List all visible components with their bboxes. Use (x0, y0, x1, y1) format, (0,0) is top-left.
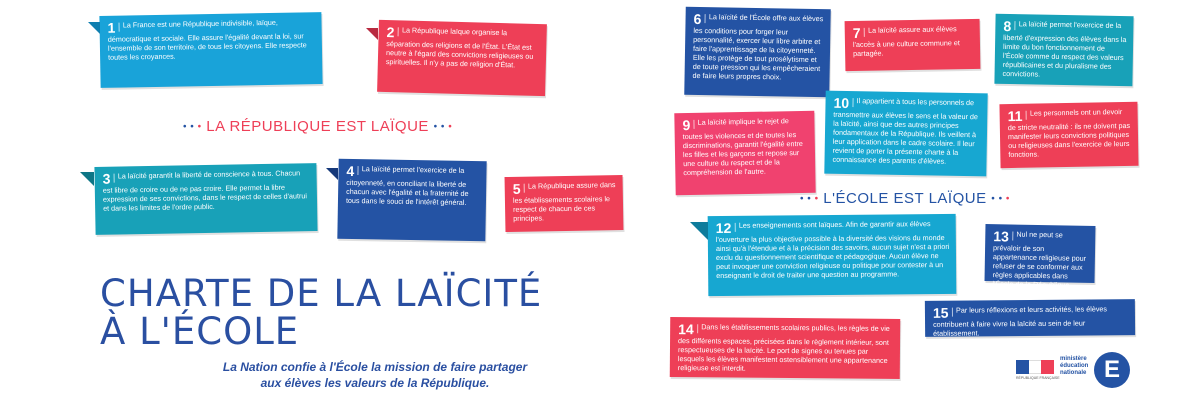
article-text: La laïcité garantit la liberté de conscience à tous. Chacun est libre de croire ou de ne pas croire. Elle permet la libre expression de ses convictions, dans le respect de celles d'autrui et dans les limites de l'ordre public. (102, 168, 307, 213)
article-number: 3 (102, 170, 111, 187)
banner-dots-right: • • • (991, 193, 1010, 205)
page-subtitle-line-1: La Nation confie à l'École la mission de faire partager (222, 360, 528, 374)
charter-article-7 (845, 19, 981, 71)
article-number: 12 (715, 219, 732, 237)
article-number: 13 (993, 228, 1010, 245)
page-title-line-1: CHARTE DE LA LAÏCITÉ (100, 272, 543, 315)
banner-dots-left: • • • (183, 121, 202, 133)
charter-article-3 (94, 163, 317, 235)
article-number: 4 (346, 162, 355, 179)
banner-republique-text: LA RÉPUBLIQUE EST LAÏQUE (206, 118, 429, 135)
article-text: Il appartient à tous les personnels de transmettre aux élèves le sens et la valeur de la laïcité, ainsi que des autres principes fondamentaux de la République. Ils veillent à leur application dans le cadre scolaire. Il leur revient de porter la présente charte à la connaissance des parents d'élèves. (832, 96, 979, 166)
republique-francaise-logo (1016, 360, 1060, 386)
banner-dots-left: • • • (800, 193, 819, 205)
article-text: La laïcité implique le rejet de toutes les violences et de toutes les discriminations, garantit l'égalité entre les filles et les garçons et repose sur une culture du respect et de la compréhension de l'autre. (682, 116, 803, 178)
republique-francaise-caption: RÉPUBLIQUE FRANÇAISE (1016, 376, 1060, 380)
charter-article-5 (505, 175, 624, 232)
article-text: La laïcité permet l'exercice de la liberté d'expression des élèves dans la limite du bon fonctionnement de l'École comme du respect des valeurs républicaines et du pluralisme des convictions. (1002, 19, 1127, 79)
french-flag-icon (1016, 360, 1054, 374)
article-number: 9 (682, 116, 691, 134)
charter-article-13 (985, 224, 1096, 290)
charter-article-2 (377, 20, 547, 96)
article-text: Dans les établissements scolaires publics, les règles de vie des différents espaces, précisées dans le règlement intérieur, sont respectueuses de la laïcité. Le port de signes ou tenues par lesquels les élèves manifestent ostensiblement une appartenance religieuse est interdit. (677, 322, 890, 373)
banner-dots-right: • • • (433, 121, 453, 133)
banner-ecole (800, 190, 1010, 207)
article-number: 1 (107, 19, 116, 36)
article-text: La laïcité de l'École offre aux élèves les conditions pour forger leur personnalité, exercer leur libre arbitre et faire l'apprentissage de la citoyenneté. Elle les protège de tout prosélytisme et de toute pression qui les empêcheraient de faire leurs propres choix. (692, 12, 824, 82)
charter-article-9 (674, 111, 815, 195)
article-number: 15 (932, 304, 949, 321)
charter-article-12 (708, 214, 957, 296)
article-text: La laïcité permet l'exercice de la citoyenneté, en conciliant la liberté de chacun avec l'égalité et la fraternité de tous dans le souci de l'intérêt général. (345, 164, 469, 207)
charter-article-14 (670, 317, 901, 379)
article-number: 2 (386, 24, 395, 41)
article-number: 5 (512, 180, 521, 197)
charter-article-6 (684, 7, 831, 98)
charter-article-15 (925, 299, 1135, 337)
article-number: 14 (678, 321, 694, 338)
article-text: Nul ne peut se prévaloir de son appartenance religieuse pour refuser de se conformer aux règles applicables dans l'École de la République. (992, 229, 1087, 290)
article-text: Les enseignements sont laïques. Afin de garantir aux élèves l'ouverture la plus objective possible à la diversité des visions du monde ainsi qu'à l'étendue et à la précision des savoirs, aucun sujet n'est a priori exclu du questionnement scientifique et pédagogique. Aucun élève ne peut invoquer une conviction religieuse ou politique pour contester à un enseignant le droit de traiter une question au programme. (715, 219, 950, 281)
page-subtitle (175, 360, 575, 391)
article-text: La laïcité assure aux élèves l'accès à une culture commune et partagée. (852, 24, 960, 59)
charter-article-11 (999, 102, 1138, 168)
charter-article-1 (99, 12, 322, 88)
ministry-wordmark: ministère éducation nationale (1060, 356, 1089, 376)
charter-article-10 (824, 91, 987, 177)
article-text: Par leurs réflexions et leurs activités, les élèves contribuent à faire vivre la laïcité au sein de leur établissement. (933, 304, 1108, 338)
banner-ecole-text: L'ÉCOLE EST LAÏQUE (823, 190, 987, 207)
page-title (100, 272, 620, 353)
article-number: 11 (1007, 107, 1023, 125)
page-title-line-2: À L'ÉCOLE (100, 309, 300, 353)
ministry-e-icon: E (1094, 352, 1130, 388)
article-text: La République assure dans les établissements scolaires le respect de chacun de ces principes. (512, 180, 616, 223)
ministry-logo (1060, 352, 1130, 394)
article-number: 10 (833, 94, 850, 112)
charter-article-8 (994, 14, 1133, 86)
article-text: Les personnels ont un devoir de stricte neutralité : ils ne doivent pas manifester leurs convictions politiques ou religieuses dans l'exercice de leurs fonctions. (1007, 107, 1131, 160)
article-text: La France est une République indivisible, laïque, démocratique et sociale. Elle assure l'égalité devant la loi, sur l'ensemble de son territoire, de tous les citoyens. Elle respecte toutes les croyances. (107, 17, 307, 62)
article-number: 6 (693, 10, 702, 28)
charter-article-4 (337, 159, 486, 242)
banner-republique (183, 118, 452, 135)
page-subtitle-line-2: aux élèves les valeurs de la République. (260, 375, 490, 390)
article-text: La République laïque organise la séparation des religions et de l'État. L'État est neutre à l'égard des convictions religieuses ou spirituelles. Il n'y a pas de religion d'État. (385, 25, 534, 70)
article-number: 8 (1003, 17, 1012, 35)
article-number: 7 (852, 24, 861, 42)
